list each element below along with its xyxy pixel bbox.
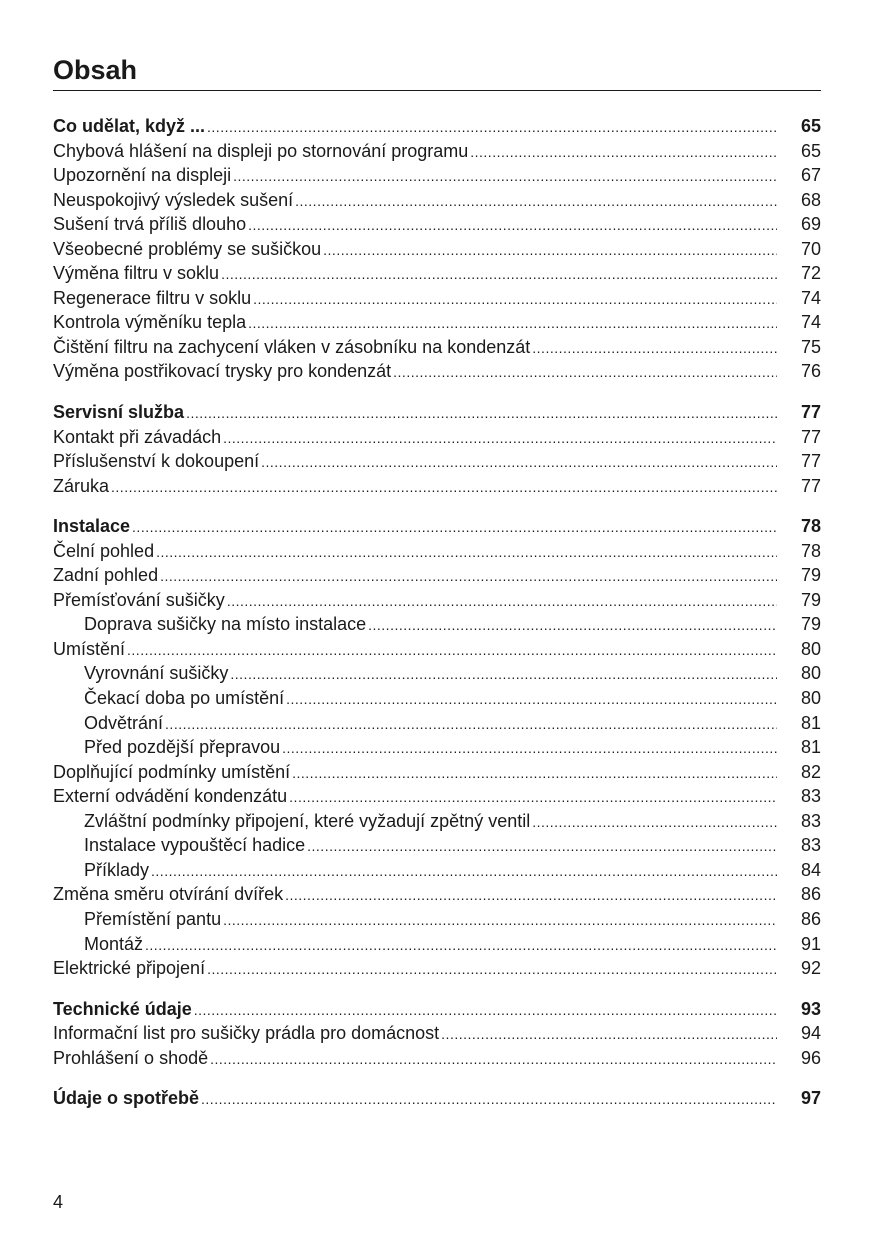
toc-entry-page: 79 <box>800 589 821 610</box>
toc-entry-label: Co udělat, když ... <box>53 116 206 136</box>
toc-entry-page: 94 <box>800 1023 821 1044</box>
dot-leader <box>289 785 777 810</box>
toc-entry-page: 83 <box>800 786 821 807</box>
dot-leader <box>227 589 777 614</box>
dot-leader <box>145 933 777 958</box>
dot-leader <box>230 662 777 687</box>
toc-entry-page: 80 <box>800 663 821 684</box>
toc-entry-page: 92 <box>800 958 821 979</box>
toc-entry-page: 67 <box>800 165 821 186</box>
dot-leader <box>160 564 777 589</box>
toc-entry-label: Příslušenství k dokoupení <box>53 451 260 472</box>
toc-entry-label: Instalace vypouštěcí hadice <box>84 835 306 856</box>
toc-entry[interactable] <box>53 932 821 957</box>
toc-entry-page: 83 <box>800 810 821 831</box>
toc-entry[interactable] <box>53 474 821 499</box>
dot-leader <box>295 189 777 214</box>
dot-leader <box>156 540 777 565</box>
toc-entry-label: Před pozdější přepravou <box>84 737 281 758</box>
toc-entry-page: 81 <box>800 712 821 733</box>
toc-entry-label: Montáž <box>84 933 144 954</box>
dot-leader <box>282 736 777 761</box>
toc-entry-page: 93 <box>800 998 821 1019</box>
dot-leader <box>223 908 777 933</box>
dot-leader <box>210 1047 777 1072</box>
toc-entry-page: 97 <box>800 1088 821 1109</box>
toc-entry-page: 91 <box>800 933 821 954</box>
dot-leader <box>207 115 777 140</box>
toc-entry[interactable] <box>53 760 821 785</box>
dot-leader <box>194 998 777 1023</box>
dot-leader <box>292 761 777 786</box>
toc-entry-label: Záruka <box>53 475 110 496</box>
toc-entry-label: Výměna postřikovací trysky pro kondenzát <box>53 361 392 382</box>
toc-entry[interactable] <box>53 359 821 384</box>
toc-section-heading[interactable] <box>53 1086 821 1111</box>
dot-leader <box>201 1087 777 1112</box>
toc-entry[interactable] <box>53 637 821 662</box>
toc-entry-page: 75 <box>800 336 821 357</box>
toc-entry-label: Čekací doba po umístění <box>84 688 285 709</box>
toc-entry-label: Změna směru otvírání dvířek <box>53 884 284 905</box>
toc-entry-page: 77 <box>800 402 821 423</box>
toc-entry[interactable] <box>53 425 821 450</box>
toc-entry-page: 79 <box>800 614 821 635</box>
toc-entry-label: Prohlášení o shodě <box>53 1047 209 1068</box>
table-of-contents <box>53 114 821 1127</box>
toc-entry-page: 76 <box>800 361 821 382</box>
toc-section <box>53 114 821 384</box>
toc-entry-page: 68 <box>800 189 821 210</box>
toc-entry-page: 78 <box>800 516 821 537</box>
dot-leader <box>233 164 777 189</box>
dot-leader <box>221 262 777 287</box>
dot-leader <box>307 834 777 859</box>
toc-entry-page: 77 <box>800 426 821 447</box>
toc-section-heading[interactable] <box>53 514 821 539</box>
toc-section-heading[interactable] <box>53 114 821 139</box>
toc-entry-label: Zadní pohled <box>53 565 159 586</box>
toc-section <box>53 514 821 980</box>
dot-leader <box>532 810 777 835</box>
toc-entry[interactable] <box>53 449 821 474</box>
toc-entry[interactable] <box>53 212 821 237</box>
toc-entry[interactable] <box>53 286 821 311</box>
toc-entry[interactable] <box>53 539 821 564</box>
dot-leader <box>223 426 777 451</box>
dot-leader <box>151 859 777 884</box>
toc-entry-label: Výměna filtru v soklu <box>53 263 220 284</box>
toc-entry-label: Čištění filtru na zachycení vláken v zásobníku na kondenzát <box>53 336 531 357</box>
toc-entry-label: Kontakt při závadách <box>53 426 222 447</box>
dot-leader <box>285 883 777 908</box>
toc-entry-label: Doplňující podmínky umístění <box>53 761 291 782</box>
dot-leader <box>261 450 777 475</box>
toc-entry-label: Přemístění pantu <box>84 908 222 929</box>
toc-entry-label: Regenerace filtru v soklu <box>53 287 252 308</box>
toc-entry-page: 79 <box>800 565 821 586</box>
toc-entry-page: 72 <box>800 263 821 284</box>
toc-entry[interactable] <box>53 588 821 613</box>
toc-entry[interactable] <box>53 139 821 164</box>
toc-entry-label: Doprava sušičky na místo instalace <box>84 614 367 635</box>
toc-entry[interactable] <box>53 335 821 360</box>
toc-entry[interactable] <box>53 858 821 883</box>
toc-section <box>53 997 821 1071</box>
toc-section-heading[interactable] <box>53 997 821 1022</box>
dot-leader <box>248 213 777 238</box>
dot-leader <box>165 712 777 737</box>
dot-leader <box>132 515 777 540</box>
toc-entry[interactable] <box>53 563 821 588</box>
toc-section <box>53 400 821 498</box>
toc-section-heading[interactable] <box>53 400 821 425</box>
toc-entry-label: Neuspokojivý výsledek sušení <box>53 189 294 210</box>
toc-entry-page: 81 <box>800 737 821 758</box>
toc-entry-label: Upozornění na displeji <box>53 165 232 186</box>
toc-entry[interactable] <box>53 907 821 932</box>
toc-entry-page: 77 <box>800 475 821 496</box>
toc-entry[interactable] <box>53 310 821 335</box>
toc-entry[interactable] <box>53 661 821 686</box>
dot-leader <box>207 957 777 982</box>
toc-entry-label: Chybová hlášení na displeji po stornování programu <box>53 140 469 161</box>
toc-entry-label: Servisní služba <box>53 402 185 423</box>
dot-leader <box>248 311 777 336</box>
toc-entry[interactable] <box>53 833 821 858</box>
toc-entry-label: Sušení trvá příliš dlouho <box>53 214 247 235</box>
toc-entry[interactable] <box>53 237 821 262</box>
toc-entry[interactable] <box>53 1021 821 1046</box>
toc-section <box>53 1086 821 1111</box>
toc-entry-label: Instalace <box>53 516 131 537</box>
toc-entry-label: Čelní pohled <box>53 540 155 561</box>
toc-entry[interactable] <box>53 686 821 711</box>
toc-entry-label: Informační list pro sušičky prádla pro domácnost <box>53 1023 440 1044</box>
toc-entry-page: 74 <box>800 287 821 308</box>
toc-entry[interactable] <box>53 882 821 907</box>
dot-leader <box>393 360 777 385</box>
dot-leader <box>286 687 777 712</box>
toc-entry[interactable] <box>53 261 821 286</box>
toc-entry[interactable] <box>53 735 821 760</box>
toc-entry-page: 86 <box>800 908 821 929</box>
toc-entry[interactable] <box>53 784 821 809</box>
toc-entry-page: 69 <box>800 214 821 235</box>
toc-entry[interactable] <box>53 612 821 637</box>
toc-entry-page: 74 <box>800 312 821 333</box>
toc-entry[interactable] <box>53 809 821 834</box>
page-title: Obsah <box>53 52 821 91</box>
toc-entry-page: 84 <box>800 859 821 880</box>
toc-entry-page: 86 <box>800 884 821 905</box>
toc-entry-label: Údaje o spotřebě <box>53 1088 200 1109</box>
toc-entry-label: Vyrovnání sušičky <box>84 663 229 684</box>
toc-entry-page: 80 <box>800 638 821 659</box>
toc-entry-page: 83 <box>800 835 821 856</box>
dot-leader <box>470 140 777 165</box>
toc-entry-label: Elektrické připojení <box>53 958 206 979</box>
toc-entry-page: 65 <box>800 116 821 136</box>
toc-entry-label: Zvláštní podmínky připojení, které vyžadují zpětný ventil <box>84 810 531 831</box>
dot-leader <box>368 613 777 638</box>
dot-leader <box>186 401 777 426</box>
toc-entry-page: 82 <box>800 761 821 782</box>
toc-entry-label: Odvětrání <box>84 712 164 733</box>
dot-leader <box>127 638 777 663</box>
toc-entry-label: Externí odvádění kondenzátu <box>53 786 288 807</box>
dot-leader <box>111 475 777 500</box>
toc-entry-label: Umístění <box>53 638 126 659</box>
toc-entry-page: 77 <box>800 451 821 472</box>
toc-entry-label: Kontrola výměníku tepla <box>53 312 247 333</box>
dot-leader <box>323 238 777 263</box>
page-number: 4 <box>53 1192 64 1212</box>
toc-entry-label: Příklady <box>84 859 150 880</box>
dot-leader <box>253 287 777 312</box>
toc-entry-page: 80 <box>800 688 821 709</box>
toc-entry-page: 65 <box>800 140 821 161</box>
toc-entry[interactable] <box>53 1046 821 1071</box>
toc-entry-page: 78 <box>800 540 821 561</box>
toc-entry-page: 96 <box>800 1047 821 1068</box>
toc-entry-page: 70 <box>800 238 821 259</box>
toc-entry[interactable] <box>53 188 821 213</box>
toc-entry-label: Všeobecné problémy se sušičkou <box>53 238 322 259</box>
dot-leader <box>532 336 777 361</box>
dot-leader <box>441 1022 777 1047</box>
toc-entry-label: Přemísťování sušičky <box>53 589 225 610</box>
toc-entry[interactable] <box>53 711 821 736</box>
toc-entry[interactable] <box>53 956 821 981</box>
toc-entry[interactable] <box>53 163 821 188</box>
toc-entry-label: Technické údaje <box>53 998 192 1019</box>
